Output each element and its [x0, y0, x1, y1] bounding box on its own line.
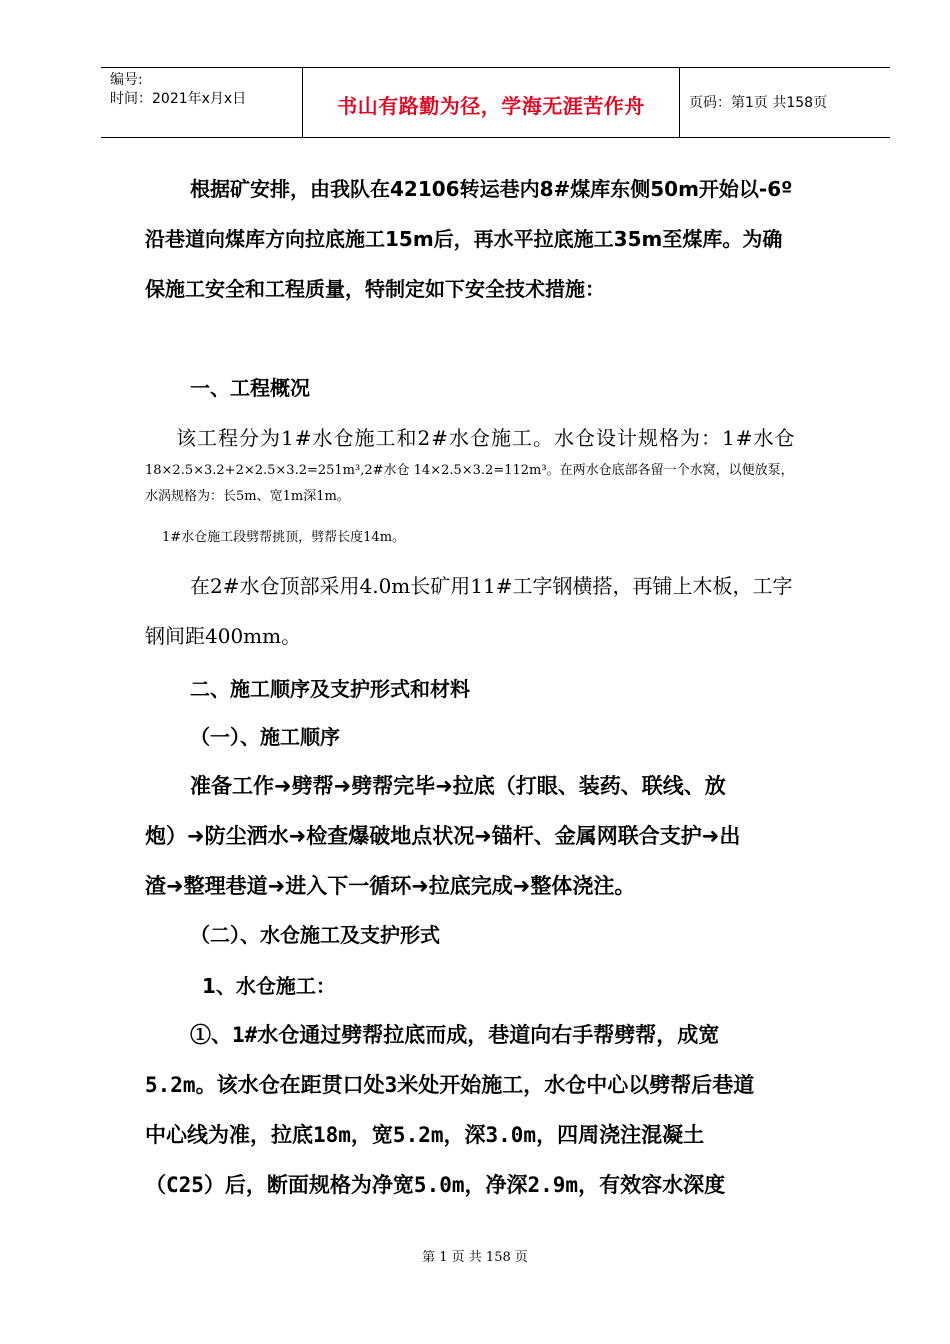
item-1-title: 1、水仓施工： [202, 974, 336, 998]
overview-p3-line-2: 钢间距400mm。 [145, 624, 302, 648]
overview-paragraph-2: 1#水仓施工段劈帮挑顶，劈帮长度14m。 [162, 530, 406, 545]
construction-line-1: ①、1#水仓通过劈帮拉底而成，巷道向右手帮劈帮，成宽 [190, 1023, 720, 1047]
subsection-2-title: （二）、水仓施工及支护形式 [190, 923, 440, 947]
page-footer: 第 1 页 共 158 页 [422, 1250, 528, 1265]
overview-line-3: 水涡规格为：长5m、宽1m深1m。 [145, 489, 350, 504]
construction-line-3: 中心线为准，拉底18m，宽5.2m，深3.0m，四周浇注混凝土 [145, 1123, 705, 1147]
intro-line-3: 保施工安全和工程质量，特制定如下安全技术措施： [145, 277, 605, 301]
sequence-line-2: 炮）➜防尘洒水➜检查爆破地点状况➜锚杆、金属网联合支护➜出 [145, 824, 741, 848]
header-motto: 书山有路勤为径，学海无涯苦作舟 [337, 94, 645, 118]
overview-p3-line-1: 在2#水仓顶部采用4.0m长矿用11#工字钢横搭，再铺上木板，工字 [190, 574, 793, 598]
header-motto-cell [302, 68, 680, 137]
time-label: 时间：2021年x月x日 [110, 91, 247, 107]
construction-line-4: （C25）后，断面规格为净宽5.0m，净深2.9m，有效容水深度 [145, 1173, 726, 1197]
serial-label: 编号: [110, 72, 143, 88]
intro-line-1: 根据矿安排，由我队在42106转运巷内8#煤库东侧50m开始以-6º [190, 177, 793, 201]
construction-line-2: 5.2m。该水仓在距贯口处3米处开始施工，水仓中心以劈帮后巷道 [145, 1073, 755, 1097]
page-header [101, 67, 890, 138]
subsection-1-title: （一）、施工顺序 [190, 725, 340, 749]
section-1-title: 一、工程概况 [190, 376, 310, 400]
header-page-info: 页码：第1页 共158页 [689, 95, 828, 111]
header-meta-cell [101, 68, 301, 137]
header-page-cell [679, 68, 890, 137]
intro-line-2: 沿巷道向煤库方向拉底施工15m后，再水平拉底施工35m至煤库。为确 [145, 227, 783, 251]
sequence-line-3: 渣➜整理巷道➜进入下一循环➜拉底完成➜整体浇注。 [145, 874, 636, 898]
overview-line-2: 18×2.5×3.2+2×2.5×3.2=251m³,2#水仓 14×2.5×3.2=112m³。在两水仓底部各留一个水窝，以便放泵， [145, 463, 794, 478]
overview-line-1: 该工程分为1#水仓施工和2#水仓施工。水仓设计规格为：1#水仓 [176, 426, 796, 450]
sequence-line-1: 准备工作➜劈帮➜劈帮完毕➜拉底（打眼、装药、联线、放 [190, 774, 726, 798]
section-2-title: 二、施工顺序及支护形式和材料 [190, 677, 470, 701]
